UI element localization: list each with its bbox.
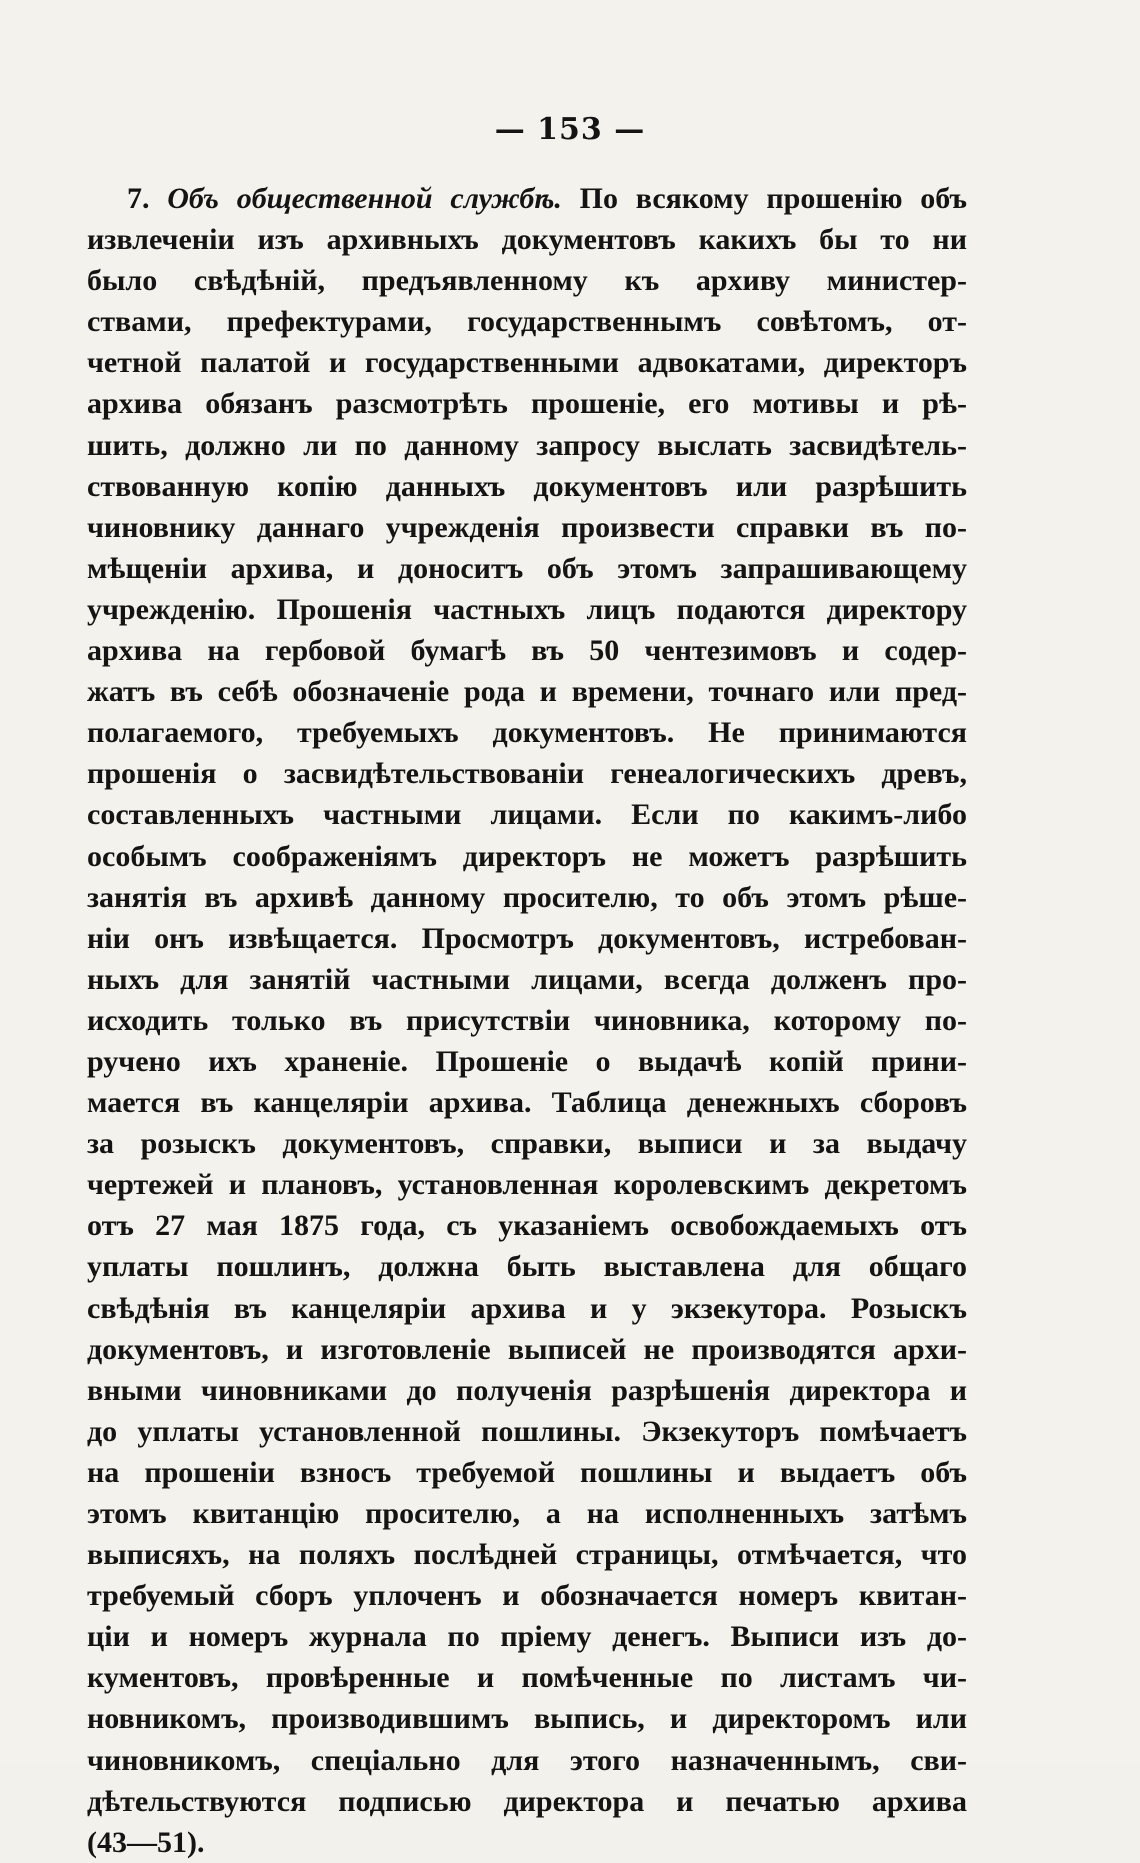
text-line: этомъ квитанцію просителю, а на исполненныхъ затѣмъ (87, 1497, 967, 1530)
text-line: исходить только въ присутствіи чиновника, которому по- (87, 1003, 967, 1037)
text-line: полагаемого, требуемыхъ документовъ. Не принимаются (87, 716, 967, 750)
text-line: ствованную копію данныхъ документовъ или разрѣшить (87, 469, 967, 503)
text-line: чертежей и плановъ, установленная королевскимъ декретомъ (87, 1168, 967, 1202)
text-line: архива обязанъ разсмотрѣть прошеніе, его мотивы и рѣ- (87, 387, 967, 421)
text-line: на прошеніи взносъ требуемой пошлины и выдаетъ объ (87, 1455, 967, 1489)
section-first-line-text: По всякому прошенію объ (579, 182, 968, 215)
text-line: ныхъ для занятій частными лицами, всегда долженъ про- (87, 962, 967, 996)
text-line: было свѣдѣній, предъявленному къ архиву министер- (87, 264, 967, 298)
text-line: до уплаты установленной пошлины. Экзекуторъ помѣчаетъ (87, 1414, 967, 1448)
text-line: особымъ соображеніямъ директоръ не можетъ разрѣшить (87, 839, 967, 873)
text-line: занятія въ архивѣ данному просителю, то объ этомъ рѣше- (87, 880, 967, 914)
text-line: документовъ, и изготовленіе выписей не производятся архи- (87, 1332, 967, 1366)
text-line: мается въ канцеляріи архива. Таблица денежныхъ сборовъ (87, 1086, 967, 1120)
section-first-line (87, 178, 967, 219)
paragraph-lines (87, 219, 967, 1863)
text-line: (43—51). (87, 1825, 205, 1859)
page-number: — 153 — (494, 112, 646, 147)
text-line: учрежденію. Прошенія частныхъ лицъ подаются директору (87, 592, 967, 626)
text-line: новникомъ, производившимъ выпись, и директоромъ или (87, 1702, 967, 1736)
text-line: отъ 27 мая 1875 года, съ указаніемъ освобождаемыхъ отъ (87, 1209, 967, 1243)
text-line: ціи и номеръ журнала по пріему денегъ. Выписи изъ до- (87, 1620, 967, 1654)
section-title: Объ общественной службѣ. (167, 182, 562, 215)
text-line: извлеченіи изъ архивныхъ документовъ какихъ бы то ни (87, 223, 967, 257)
section-text (87, 178, 967, 1863)
text-line: архива на гербовой бумагѣ въ 50 чентезимовъ и содер- (87, 634, 967, 668)
text-line: шить, должно ли по данному запросу выслать засвидѣтель- (87, 428, 967, 462)
section-number: 7. (127, 182, 150, 215)
text-line: кументовъ, провѣренные и помѣченные по листамъ чи- (87, 1661, 967, 1695)
text-line: чиновникомъ, спеціально для этого назначеннымъ, сви- (87, 1743, 967, 1777)
text-line: за розыскъ документовъ, справки, выписи и за выдачу (87, 1127, 967, 1161)
text-line: прошенія о засвидѣтельствованіи генеалогическихъ древъ, (87, 757, 967, 791)
text-line: дѣтельствуются подписью директора и печатью архива (87, 1784, 967, 1818)
text-line: ніи онъ извѣщается. Просмотръ документовъ, истребован- (87, 921, 967, 955)
text-line: мѣщеніи архива, и доноситъ объ этомъ запрашивающему (87, 551, 967, 585)
text-line: уплаты пошлинъ, должна быть выставлена для общаго (87, 1250, 967, 1284)
text-line: требуемый сборъ уплоченъ и обозначается номеръ квитан- (87, 1579, 967, 1613)
text-line: ствами, префектурами, государственнымъ совѣтомъ, от- (87, 305, 967, 339)
text-line: ручено ихъ храненіе. Прошеніе о выдачѣ копій прини- (87, 1044, 967, 1078)
text-line: жатъ въ себѣ обозначеніе рода и времени, точнаго или пред- (87, 675, 967, 709)
text-line: вными чиновниками до полученія разрѣшенія директора и (87, 1373, 967, 1407)
text-line: свѣдѣнія въ канцеляріи архива и у экзекутора. Розыскъ (87, 1291, 967, 1325)
text-line: выписяхъ, на поляхъ послѣдней страницы, отмѣчается, что (87, 1538, 967, 1572)
text-line: четной палатой и государственными адвокатами, директоръ (87, 346, 967, 380)
text-line: чиновнику даннаго учрежденія произвести справки въ по- (87, 510, 967, 544)
text-line: составленныхъ частными лицами. Если по какимъ-либо (87, 798, 967, 832)
